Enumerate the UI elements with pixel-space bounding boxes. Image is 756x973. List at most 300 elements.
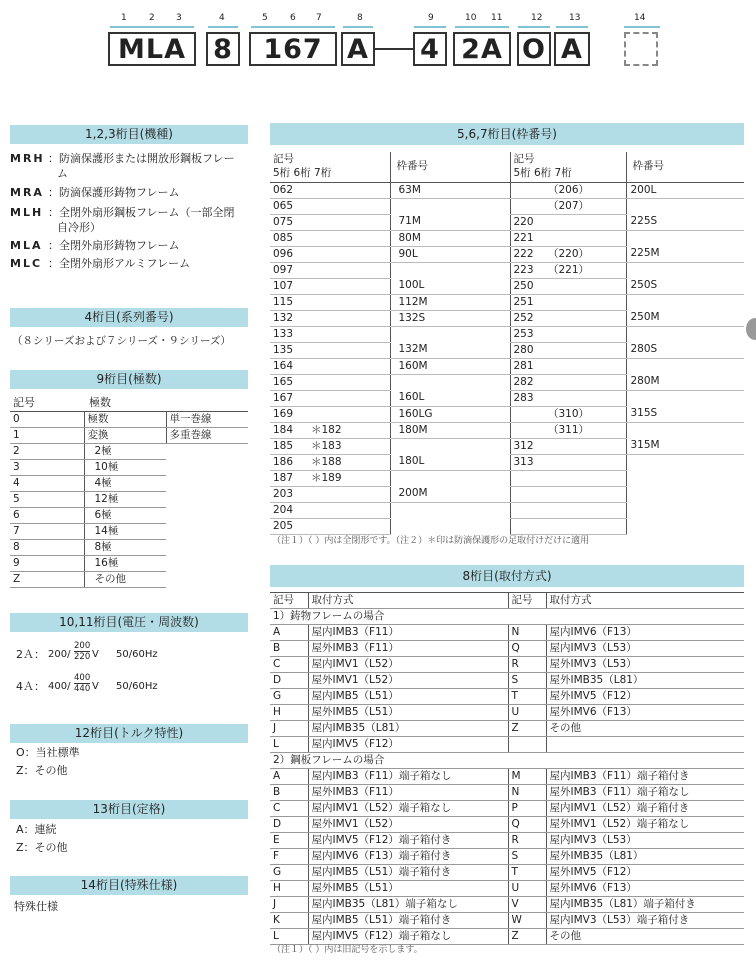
mount-method-left: 屋内IMB3（F11）端子箱なし [308, 769, 508, 785]
mount-method-left: 屋内IMB35（L81）端子箱なし [308, 897, 508, 913]
mount-method-right: その他 [546, 721, 744, 737]
frame-row [270, 198, 744, 214]
frame-number-left [390, 326, 510, 342]
frame-row [270, 486, 744, 502]
frame-number-left: 180L [390, 454, 510, 470]
digit-13: 13 [569, 13, 581, 23]
frame-alt-code-left [308, 310, 390, 326]
frame-alt-code-left [308, 406, 390, 422]
frame-alt-code-left [308, 262, 390, 278]
model-box-rating: A [554, 32, 590, 66]
frame-row [270, 262, 744, 278]
frame-number-table [270, 152, 744, 535]
mount-method-right: 屋外IMV1（L52）端子箱なし [546, 817, 744, 833]
frame-code-right [510, 486, 548, 502]
frame-alt-code-right [548, 454, 626, 470]
mount-code-right: Q [508, 817, 546, 833]
pole-code: 2 [10, 444, 84, 460]
mounting-header [270, 593, 744, 609]
frame-alt-code-left: ＊189 [308, 470, 390, 486]
code-mla: MLA [10, 239, 43, 252]
winding-type [166, 508, 248, 524]
mount-method-right: 屋外IMV3（L53） [546, 657, 744, 673]
mounting-row [270, 897, 744, 913]
mounting-row [270, 721, 744, 737]
digit-10: 10 [465, 13, 477, 23]
digit-1: 1 [121, 13, 127, 23]
frame-code-right: 220 [510, 214, 548, 230]
mount-code-left: G [270, 865, 308, 881]
frame-code-left: 205 [270, 518, 308, 534]
frame-code-left: 062 [270, 182, 308, 198]
frame-code-left: 169 [270, 406, 308, 422]
frame-row [270, 470, 744, 486]
section-header-8: 8桁目(取付方式) [270, 565, 744, 587]
frame-row [270, 246, 744, 262]
frame-alt-code-right [548, 310, 626, 326]
mount-code-right: U [508, 881, 546, 897]
frame-row [270, 390, 744, 406]
frame-h-sub-left: 5桁 6桁 7桁 [273, 167, 332, 179]
frame-alt-code-left: ＊183 [308, 438, 390, 454]
underline-1-3 [110, 26, 194, 28]
model-box-frame: 167 [249, 32, 337, 66]
pole-count: 14極 [84, 524, 166, 540]
pole-code: 9 [10, 556, 84, 572]
mount-method-right: 屋内IMV3（L53） [546, 833, 744, 849]
frame-number-left [390, 470, 510, 486]
frame-number-left: 160LG [390, 406, 510, 422]
frame-number-right: 250S [626, 278, 744, 294]
pole-code: 3 [10, 460, 84, 476]
mount-method-right: その他 [546, 929, 744, 945]
pole-code: 8 [10, 540, 84, 556]
frame-number-right [626, 358, 744, 374]
frame-code-right: 221 [510, 230, 548, 246]
frame-code-left: 204 [270, 502, 308, 518]
mount-method-right: 屋内IMV3（L53） [546, 641, 744, 657]
frame-number-left: 71M [390, 214, 510, 230]
frame-number-right [626, 230, 744, 246]
underline-8 [343, 26, 373, 28]
pole-code: Z [10, 572, 84, 588]
frame-code-right [510, 182, 548, 198]
mount-h-code-left: 記号 [270, 593, 308, 609]
frame-alt-code-right: （311） [548, 422, 626, 438]
frame-code-right [510, 422, 548, 438]
frame-row [270, 230, 744, 246]
frame-number-right [626, 502, 744, 518]
mount-method-left: 屋内IMB35（L81） [308, 721, 508, 737]
frame-code-right: 280 [510, 342, 548, 358]
mount-method-right: 屋外IMV5（F12） [546, 689, 744, 705]
frame-number-left: 132M [390, 342, 510, 358]
mount-code-right: S [508, 849, 546, 865]
mount-code-right: N [508, 785, 546, 801]
frame-code-left: 165 [270, 374, 308, 390]
desc-mlc: ：全閉外扇形アルミフレーム [48, 257, 191, 270]
mount-code-left: G [270, 689, 308, 705]
section-header-13: 13桁目(定格) [10, 800, 248, 819]
digit-8: 8 [357, 13, 363, 23]
frame-code-right: 222 [510, 246, 548, 262]
pole-row [10, 428, 248, 444]
frame-alt-code-left [308, 326, 390, 342]
voltage-code-4a: 4Ａ： [16, 680, 45, 693]
frame-alt-code-left [308, 518, 390, 534]
digit-7: 7 [316, 13, 322, 23]
frame-alt-code-right [548, 486, 626, 502]
frame-number-left [390, 438, 510, 454]
model-hyphen [375, 48, 413, 50]
mount-method-right: 屋内IMV1（L52）端子箱付き [546, 801, 744, 817]
frame-code-left: 065 [270, 198, 308, 214]
freq-2a: 50/60Hz [116, 649, 158, 660]
mount-code-left: C [270, 657, 308, 673]
frame-row [270, 454, 744, 470]
frame-number-right [626, 262, 744, 278]
code-mra: MRA [10, 186, 44, 199]
frame-number-left [390, 198, 510, 214]
winding-type [166, 556, 248, 572]
steel-frame-section [270, 753, 744, 769]
mount-method-left: 屋内IMB5（L51）端子箱付き [308, 913, 508, 929]
frame-alt-code-right: （310） [548, 406, 626, 422]
frame-code-right [510, 406, 548, 422]
section-header-5-6-7: 5,6,7桁目(枠番号) [270, 123, 744, 145]
frame-code-left: 203 [270, 486, 308, 502]
frame-number-left: 180M [390, 422, 510, 438]
mount-method-left: 屋内IMB5（L51）端子箱付き [308, 865, 508, 881]
frame-code-left: 135 [270, 342, 308, 358]
frame-code-right: 252 [510, 310, 548, 326]
mount-code-left: E [270, 833, 308, 849]
mount-method-left: 屋外IMV1（L52） [308, 673, 508, 689]
mounting-row [270, 641, 744, 657]
frame-alt-code-left [308, 294, 390, 310]
mount-code-right: M [508, 769, 546, 785]
desc-mrh: ：防滴保護形または開放形鋼板フレー [48, 152, 235, 165]
rating-continuous: A：連続 [16, 823, 57, 836]
frame-alt-code-right [548, 278, 626, 294]
mount-code-right: Q [508, 641, 546, 657]
frame-number-right: 225S [626, 214, 744, 230]
mount-method-left: 屋内IMV5（F12） [308, 737, 508, 753]
mounting-row [270, 689, 744, 705]
frame-alt-code-left [308, 214, 390, 230]
frame-table-header [270, 152, 744, 182]
pole-row [10, 412, 248, 428]
section-header-4: 4桁目(系列番号) [10, 308, 248, 327]
frame-alt-code-left [308, 342, 390, 358]
mounting-row [270, 913, 744, 929]
frame-alt-code-right [548, 470, 626, 486]
mount-method-right: 屋外IMV6（F13） [546, 705, 744, 721]
frame-number-left: 132S [390, 310, 510, 326]
frame-row [270, 182, 744, 198]
frame-code-left: 184 [270, 422, 308, 438]
mount-method-right: 屋内IMV6（F13） [546, 625, 744, 641]
mount-method-left: 屋外IMB3（F11） [308, 785, 508, 801]
pole-row [10, 524, 248, 540]
frame-code-right: 312 [510, 438, 548, 454]
mount-method-left: 屋内IMB3（F11） [308, 625, 508, 641]
frame-table-note: （注１）（ ）内は全閉形です。（注２）＊印は防滴保護形の足取付けだけに適用 [272, 536, 590, 546]
section-header-14: 14桁目(特殊仕様) [10, 876, 248, 895]
pole-col-code: 記号 [13, 396, 35, 409]
pole-row [10, 572, 248, 588]
digit-4: 4 [219, 13, 225, 23]
winding-type [166, 524, 248, 540]
frame-alt-code-left: ＊182 [308, 422, 390, 438]
mount-code-left: A [270, 769, 308, 785]
series-note: （８シリーズおよび７シリーズ・９シリーズ） [12, 335, 231, 347]
frame-code-right: 281 [510, 358, 548, 374]
frame-number-left: 112M [390, 294, 510, 310]
frame-alt-code-right [548, 214, 626, 230]
frame-alt-code-right [548, 342, 626, 358]
frame-row [270, 406, 744, 422]
frame-row [270, 518, 744, 534]
underline-12 [518, 26, 550, 28]
digit-14: 14 [634, 13, 646, 23]
frame-number-right [626, 390, 744, 406]
mount-code-left: L [270, 737, 308, 753]
model-box-special-empty [624, 32, 658, 66]
frame-code-left: 186 [270, 454, 308, 470]
mount-code-left: F [270, 849, 308, 865]
frame-number-left [390, 374, 510, 390]
cast-frame-section-label: 1）鋳物フレームの場合 [270, 609, 744, 625]
pole-code: 7 [10, 524, 84, 540]
torque-other: Z：その他 [16, 764, 68, 777]
desc-mra: ：防滴保護形鋳物フレーム [48, 186, 180, 199]
mount-code-left: H [270, 881, 308, 897]
mounting-row [270, 865, 744, 881]
pole-table [10, 411, 248, 588]
frame-code-left: 075 [270, 214, 308, 230]
winding-type: 単一巻線 [166, 412, 248, 428]
pole-code: 5 [10, 492, 84, 508]
mount-code-left: J [270, 721, 308, 737]
pole-count: 4極 [84, 476, 166, 492]
model-box-series-number: 8 [206, 32, 240, 66]
voltage-base-4a: 400/ [48, 681, 71, 692]
mount-code-left: K [270, 913, 308, 929]
frame-row [270, 278, 744, 294]
frame-alt-code-left [308, 246, 390, 262]
pole-row [10, 444, 248, 460]
voltage-code-2a: 2Ａ： [16, 648, 45, 661]
mount-code-left: A [270, 625, 308, 641]
underline-14 [624, 26, 660, 28]
pole-count: 6極 [84, 508, 166, 524]
mount-method-right: 屋外IMB35（L81） [546, 849, 744, 865]
frame-number-right: 250M [626, 310, 744, 326]
frame-number-right [626, 470, 744, 486]
pole-col-count: 極数 [89, 396, 111, 409]
frame-code-right: 313 [510, 454, 548, 470]
voltage-den-2a: 220 [74, 652, 91, 662]
frame-alt-code-left [308, 502, 390, 518]
frame-number-left [390, 502, 510, 518]
frame-h-sub-right: 5桁 6桁 7桁 [513, 167, 572, 179]
frame-alt-code-right [548, 502, 626, 518]
pole-count: 8極 [84, 540, 166, 556]
mount-method-right: 屋外IMV5（F12） [546, 865, 744, 881]
frame-row [270, 310, 744, 326]
frame-code-right: 283 [510, 390, 548, 406]
mount-method-right [546, 737, 744, 753]
mount-code-right: P [508, 801, 546, 817]
mount-method-left: 屋内IMV1（L52） [308, 657, 508, 673]
mount-code-left: D [270, 817, 308, 833]
mounting-table [270, 592, 744, 945]
frame-row [270, 422, 744, 438]
frame-alt-code-right [548, 230, 626, 246]
mount-code-right: Z [508, 721, 546, 737]
desc-mrh-cont: ム [57, 167, 68, 180]
frame-code-right [510, 470, 548, 486]
frame-alt-code-right: （220） [548, 246, 626, 262]
frame-alt-code-right [548, 326, 626, 342]
winding-type [166, 540, 248, 556]
frame-alt-code-right: （221） [548, 262, 626, 278]
mounting-row [270, 849, 744, 865]
mount-method-left: 屋内IMV1（L52）端子箱なし [308, 801, 508, 817]
frame-row [270, 438, 744, 454]
digit-9: 9 [428, 13, 434, 23]
mount-code-right: S [508, 673, 546, 689]
mount-h-code-right: 記号 [508, 593, 546, 609]
voltage-num-4a: 400 [74, 673, 91, 683]
frame-number-right [626, 326, 744, 342]
voltage-num-2a: 200 [74, 641, 91, 651]
mounting-row [270, 625, 744, 641]
frame-alt-code-left [308, 278, 390, 294]
frame-number-right [626, 422, 744, 438]
mount-code-right [508, 737, 546, 753]
frame-row [270, 326, 744, 342]
frame-number-right [626, 294, 744, 310]
frame-alt-code-right [548, 294, 626, 310]
mount-code-left: J [270, 897, 308, 913]
frame-h-code-right: 記号 [513, 153, 535, 165]
pole-row [10, 492, 248, 508]
frame-number-right [626, 454, 744, 470]
frame-number-left: 80M [390, 230, 510, 246]
pole-code: 0 [10, 412, 84, 428]
mounting-row [270, 817, 744, 833]
frame-alt-code-right [548, 438, 626, 454]
mount-method-left: 屋内IMV5（F12）端子箱付き [308, 833, 508, 849]
pole-code: 4 [10, 476, 84, 492]
frame-number-left: 63M [390, 182, 510, 198]
frame-row [270, 214, 744, 230]
mount-code-right: R [508, 833, 546, 849]
frame-code-left: 085 [270, 230, 308, 246]
mounting-table-note: （注１）（ ）内は旧記号を示します。 [272, 945, 423, 955]
frame-code-left: 164 [270, 358, 308, 374]
mount-method-left: 屋外IMB5（L51） [308, 705, 508, 721]
voltage-unit-4a: V [92, 681, 99, 692]
mount-code-right: U [508, 705, 546, 721]
winding-type [166, 460, 248, 476]
frame-alt-code-left [308, 374, 390, 390]
code-mlh: MLH [10, 206, 44, 219]
pole-row [10, 460, 248, 476]
frame-alt-code-left [308, 358, 390, 374]
pole-row [10, 508, 248, 524]
digit-11: 11 [491, 13, 503, 23]
mounting-row [270, 673, 744, 689]
desc-mla: ：全閉外扇形鋳物フレーム [48, 239, 180, 252]
frame-number-right [626, 198, 744, 214]
winding-type [166, 492, 248, 508]
mount-method-left: 屋内IMV5（F12）端子箱なし [308, 929, 508, 945]
frame-code-left: 096 [270, 246, 308, 262]
torque-standard: O：当社標準 [16, 746, 80, 759]
frame-number-right: 225M [626, 246, 744, 262]
frame-code-left: 107 [270, 278, 308, 294]
mounting-row [270, 801, 744, 817]
code-mrh: MRH [10, 152, 45, 165]
digit-3: 3 [176, 13, 182, 23]
pole-count: その他 [84, 572, 166, 588]
pole-count: 変換 [84, 428, 166, 444]
pole-row [10, 476, 248, 492]
mount-method-right: 屋内IMB35（L81）端子箱付き [546, 897, 744, 913]
mount-method-right: 屋内IMV3（L53）端子箱付き [546, 913, 744, 929]
winding-type [166, 572, 248, 588]
mounting-row [270, 785, 744, 801]
frame-row [270, 502, 744, 518]
mount-method-right: 屋内IMB3（F11）端子箱付き [546, 769, 744, 785]
pole-count: 2極 [84, 444, 166, 460]
mount-method-left: 屋外IMB3（F11） [308, 641, 508, 657]
frame-number-right [626, 486, 744, 502]
model-box-poles: 4 [413, 32, 447, 66]
frame-alt-code-right [548, 390, 626, 406]
frame-code-right [510, 502, 548, 518]
frame-code-left: 185 [270, 438, 308, 454]
pole-count: 12極 [84, 492, 166, 508]
mounting-row [270, 833, 744, 849]
frame-alt-code-left [308, 486, 390, 502]
frame-alt-code-left [308, 230, 390, 246]
mount-code-right: V [508, 897, 546, 913]
frame-row [270, 294, 744, 310]
frame-row [270, 358, 744, 374]
section-header-12: 12桁目(トルク特性) [10, 724, 248, 743]
frame-alt-code-right [548, 374, 626, 390]
frame-number-left: 90L [390, 246, 510, 262]
rating-other: Z：その他 [16, 841, 68, 854]
mount-code-right: T [508, 689, 546, 705]
section-header-1-2-3: 1,2,3桁目(機種) [10, 125, 248, 144]
pole-row [10, 556, 248, 572]
frame-code-right [510, 198, 548, 214]
frame-code-left: 187 [270, 470, 308, 486]
frame-number-left [390, 262, 510, 278]
pole-count: 極数 [84, 412, 166, 428]
underline-10-11 [455, 26, 509, 28]
section-header-9: 9桁目(極数) [10, 370, 248, 389]
mount-method-left: 屋外IMB5（L51） [308, 881, 508, 897]
frame-code-left: 133 [270, 326, 308, 342]
frame-code-left: 115 [270, 294, 308, 310]
cast-frame-section [270, 609, 744, 625]
